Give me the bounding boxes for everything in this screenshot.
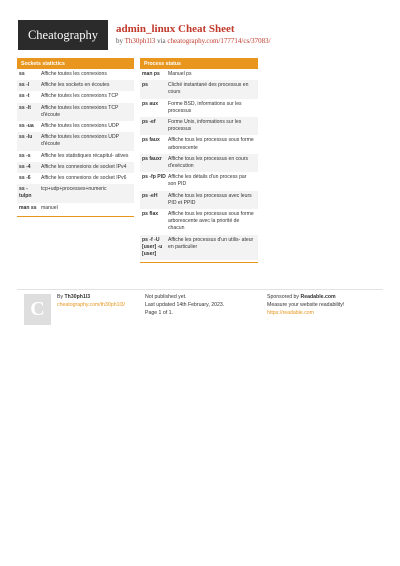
table-row xyxy=(17,173,134,184)
command-cell: ps aux xyxy=(142,100,159,107)
byline xyxy=(116,37,271,45)
footer-author-name[interactable]: Th30ph1l3 xyxy=(64,294,91,300)
description-cell: Affiche tous les processus sous forme arborescente xyxy=(168,137,254,151)
section-title: Sockets statictics xyxy=(17,58,134,69)
author-avatar[interactable]: C xyxy=(24,294,51,325)
sheet-url-link[interactable]: cheatography.com/177714/cs/37083/ xyxy=(167,37,271,45)
description-cell: Affiche les processus d'un utilis- ateur en particulier xyxy=(168,236,254,250)
table-row xyxy=(17,203,134,214)
command-cell: ss -t xyxy=(19,93,30,100)
description-cell: Affiche toutes les connexions TCP d'écoute xyxy=(41,104,119,118)
command-cell: ps flax xyxy=(142,211,159,218)
footer-by: By xyxy=(57,294,64,300)
table-row xyxy=(17,69,134,80)
table-row xyxy=(17,103,134,121)
description-cell: Affiche tous les processus en cours d'exécution xyxy=(168,155,249,170)
command-cell: man ss xyxy=(19,204,37,211)
footer-sponsor xyxy=(267,293,344,317)
table-row xyxy=(17,162,134,173)
table-row xyxy=(17,80,134,91)
section-divider xyxy=(17,216,134,217)
table-row xyxy=(140,235,258,261)
sockets-section xyxy=(17,58,134,217)
description-cell: Affiche les connexions de socket IPv6 xyxy=(41,175,127,182)
table-row xyxy=(140,191,258,209)
command-cell: ps -fp PID xyxy=(142,174,166,181)
command-cell: ps fauxr xyxy=(142,155,162,162)
command-cell: ps -f -U [user] -u [user] xyxy=(142,236,163,258)
published-status: Not published yet. xyxy=(145,294,187,300)
footer-author xyxy=(57,293,125,309)
command-cell: ps -ef xyxy=(142,119,156,126)
command-cell: ss - tulpn xyxy=(19,186,32,200)
sponsor-url[interactable]: https://readable.com xyxy=(267,310,315,316)
description-cell: Affiche les connexions de socket IPv4 xyxy=(41,163,127,170)
table-row xyxy=(140,99,258,117)
description-cell: Forme BSD, informations sur les processus xyxy=(168,100,242,114)
page-footer xyxy=(17,289,383,331)
last-updated: Last updated 14th February, 2023. xyxy=(145,302,225,308)
command-cell: ss -lt xyxy=(19,104,31,111)
command-cell: ps xyxy=(142,82,148,89)
table-row xyxy=(140,209,258,235)
table-row xyxy=(17,184,134,202)
section-divider xyxy=(140,262,258,263)
description-cell: Affiche toutes les connexions TCP xyxy=(41,93,119,100)
description-cell: Affiche les sockets en écoutes xyxy=(41,82,110,89)
page-number: Page 1 of 1. xyxy=(145,310,173,316)
table-row xyxy=(140,154,258,172)
description-cell: Affiche toutes les connexions UDP xyxy=(41,123,120,130)
footer-info xyxy=(145,293,224,317)
command-cell: man ps xyxy=(142,71,160,77)
table-row xyxy=(17,121,134,132)
command-cell: ss -l xyxy=(19,82,30,89)
command-cell: ss xyxy=(19,71,25,77)
description-cell: Affiche tous les processus avec leurs PID et PPID xyxy=(168,192,252,206)
command-cell: ps -eH xyxy=(142,192,158,199)
description-cell: Forme Unix, informations sur les processus xyxy=(168,119,242,133)
table-row xyxy=(140,80,258,98)
author-link[interactable]: Th30ph1l3 xyxy=(124,37,156,45)
command-cell: ss -4 xyxy=(19,163,31,170)
byline-by: by xyxy=(116,37,123,45)
command-cell: ss -6 xyxy=(19,175,31,182)
process-section xyxy=(140,58,258,263)
table-row xyxy=(17,151,134,162)
description-cell: Manuel ps xyxy=(168,71,192,77)
sponsor-text: Measure your website readability! xyxy=(267,302,345,308)
command-cell: ss -lu xyxy=(19,134,33,141)
section-title: Process status xyxy=(140,58,258,69)
description-cell: manuel xyxy=(41,204,58,211)
command-cell: ps faux xyxy=(142,137,160,144)
sponsor-name[interactable]: Readable.com xyxy=(300,294,336,300)
command-cell: ss -s xyxy=(19,152,31,159)
table-row xyxy=(140,69,258,80)
table-row xyxy=(17,132,134,150)
description-cell: Cliché instantané des processus en cours xyxy=(168,82,249,96)
cheatography-logo[interactable]: Cheatography xyxy=(18,20,108,50)
description-cell: Affiche les statistiques récapitul- atives xyxy=(41,152,129,159)
table-row xyxy=(140,172,258,190)
page-title: admin_linux Cheat Sheet xyxy=(116,23,235,35)
description-cell: Affiche tous les processus sous forme arborescente avec la priorité de chacun xyxy=(168,211,254,232)
sponsor-prefix: Sponsored by xyxy=(267,294,300,300)
table-row xyxy=(140,135,258,153)
table-row xyxy=(140,117,258,135)
table-row xyxy=(17,91,134,102)
command-cell: ss -ua xyxy=(19,123,34,130)
description-cell: tcp+udp+processes+numeric xyxy=(41,186,107,193)
byline-via: via xyxy=(157,37,166,45)
footer-author-url[interactable]: cheatography.com/th30ph1l3/ xyxy=(57,302,125,308)
description-cell: Affiche toutes les connexions UDP d'écoute xyxy=(41,134,119,148)
description-cell: Affiche les détails d'un process par son PID xyxy=(168,174,247,188)
description-cell: Affiche toutes les connexions xyxy=(41,71,107,77)
